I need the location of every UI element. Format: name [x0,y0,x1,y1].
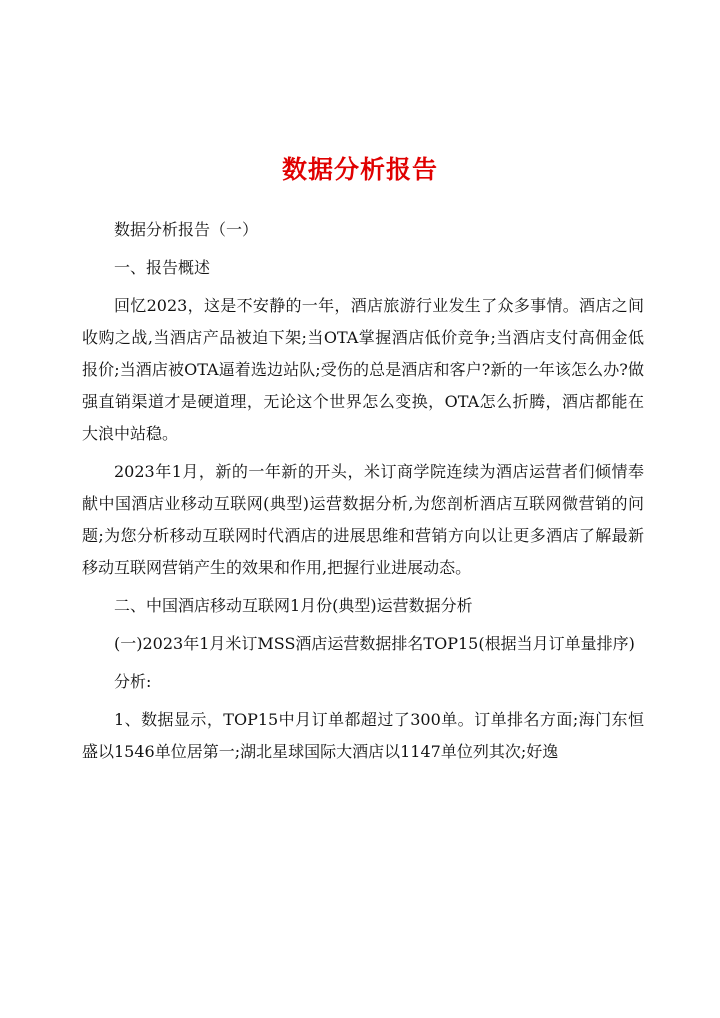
document-body [82,214,644,768]
document-title: 数据分析报告 [281,155,438,184]
analysis-label: 分析: [114,672,152,691]
paragraph-review-2023: 回忆2023，这是不安静的一年，酒店旅游行业发生了众多事情。酒店之间收购之战,当酒店产品被迫下架;当OTA掌握酒店低价竞争;当酒店支付高佣金低报价;当酒店被OTA逼着选边站队;受伤的总是酒店和客户?新的一年该怎么办?做强直销渠道才是硬道理，无论这个世界怎么变换，OTA怎么折腾，酒店都能在大浪中站稳。 [82,296,644,443]
subsection-heading-top15: (一)2023年1月米订MSS酒店运营数据排名TOP15(根据当月订单量排序) [114,634,635,653]
section-heading-overview: 一、报告概述 [114,258,211,277]
paragraph-subtitle: 数据分析报告（一） [114,220,259,239]
section-heading-analysis: 二、中国酒店移动互联网1月份(典型)运营数据分析 [114,596,473,615]
paragraph-january-2023: 2023年1月，新的一年新的开头，米订商学院连续为酒店运营者们倾情奉献中国酒店业移动互联网(典型)运营数据分析,为您剖析酒店互联网微营销的问题;为您分析移动互联网时代酒店的进展思维和营销方向以让更多酒店了解最新移动互联网营销产生的效果和作用,把握行业进展动态。 [82,462,644,577]
paragraph-data-finding-1: 1、数据显示，TOP15中月订单都超过了300单。订单排名方面;海门东恒盛以1546单位居第一;湖北星球国际大酒店以1147单位列其次;好逸 [82,710,644,761]
